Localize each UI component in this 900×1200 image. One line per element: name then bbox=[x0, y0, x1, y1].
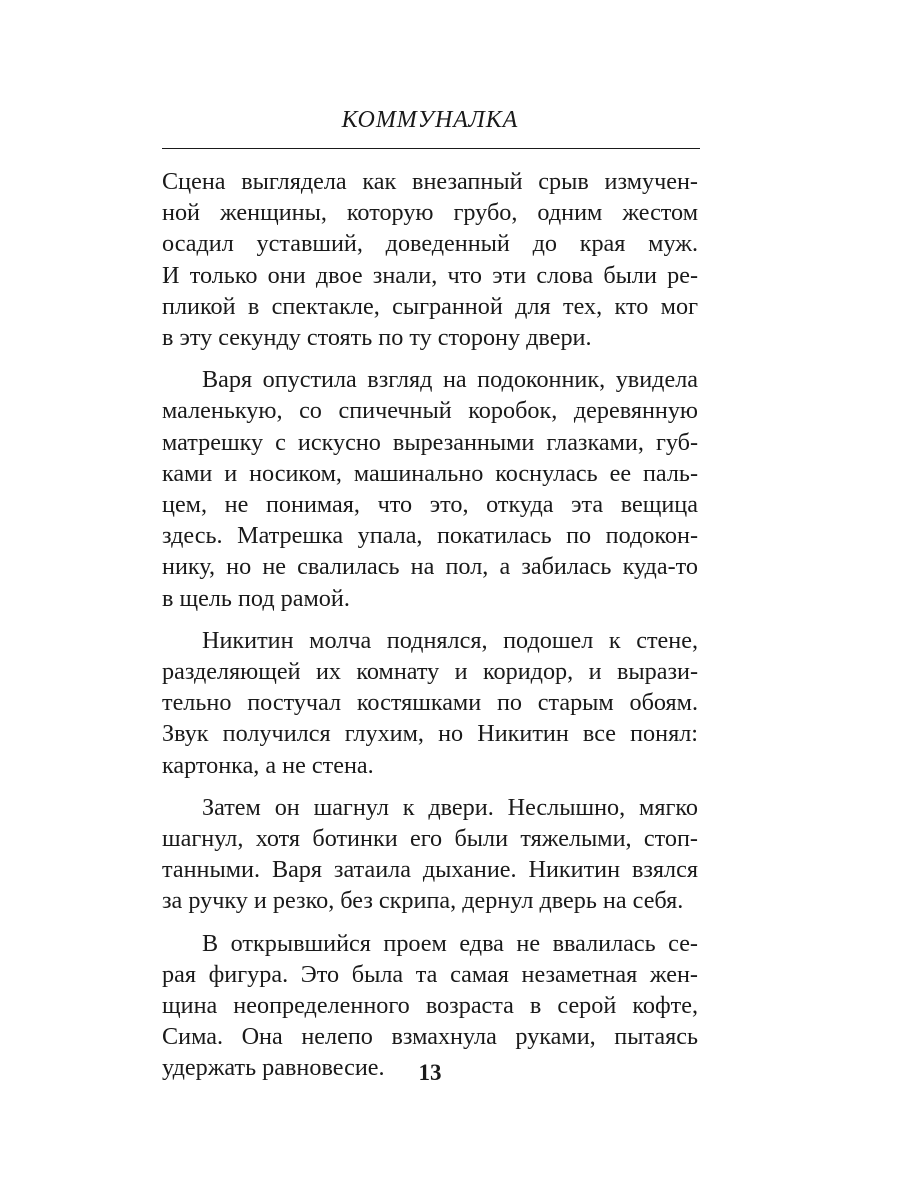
body-text bbox=[162, 166, 698, 1095]
text-line: шагнул, хотя ботинки его были тяжелыми, стоп- bbox=[162, 825, 698, 853]
page-number: 13 bbox=[418, 1060, 442, 1085]
text-line: ной женщины, которую грубо, одним жестом bbox=[162, 199, 698, 227]
paragraph-2 bbox=[162, 364, 698, 614]
text-line: разделяющей их комнату и коридор, и вырази- bbox=[162, 658, 698, 686]
text-line: танными. Варя затаила дыхание. Никитин взялся bbox=[162, 856, 698, 884]
paragraph-1 bbox=[162, 166, 698, 353]
text-line: ками и носиком, машинально коснулась ее паль- bbox=[162, 459, 698, 487]
text-line: здесь. Матрешка упала, покатилась по подокон- bbox=[162, 522, 698, 550]
text-line: тельно постучал костяшками по старым обоям. bbox=[162, 689, 698, 717]
paragraph-4 bbox=[162, 792, 698, 917]
text-line: цем, не понимая, что это, откуда эта вещица bbox=[162, 491, 698, 519]
text-line: Сима. Она нелепо взмахнула руками, пытаясь bbox=[162, 1023, 698, 1051]
text-line: осадил уставший, доведенный до края муж. bbox=[162, 230, 698, 258]
text-line: матрешку с искусно вырезанными глазками, губ- bbox=[162, 428, 698, 456]
text-line: маленькую, со спичечный коробок, деревянную bbox=[162, 397, 698, 425]
text-line: рая фигура. Это была та самая незаметная жен- bbox=[162, 960, 698, 988]
text-line: Затем он шагнул к двери. Неслышно, мягко bbox=[202, 793, 698, 821]
paragraph-3 bbox=[162, 625, 698, 781]
text-line: картонка, а не стена. bbox=[162, 751, 374, 779]
text-line: в щель под рамой. bbox=[162, 584, 350, 612]
text-line: в эту секунду стоять по ту сторону двери. bbox=[162, 324, 592, 352]
text-line: за ручку и резко, без скрипа, дернул дверь на себя. bbox=[162, 887, 684, 915]
text-line: Варя опустила взгляд на подоконник, увидела bbox=[202, 366, 698, 394]
text-line: щина неопределенного возраста в серой кофте, bbox=[162, 992, 698, 1020]
text-line: И только они двое знали, что эти слова были ре- bbox=[162, 261, 698, 289]
running-head: КОММУНАЛКА bbox=[341, 107, 519, 133]
header-rule bbox=[162, 148, 700, 149]
text-line: нику, но не свалилась на пол, а забилась куда-то bbox=[162, 553, 698, 581]
text-line: Никитин молча поднялся, подошел к стене, bbox=[202, 626, 698, 654]
text-line: Звук получился глухим, но Никитин все понял: bbox=[162, 720, 698, 748]
text-line: В открывшийся проем едва не ввалилась се- bbox=[202, 929, 698, 957]
text-line: Сцена выглядела как внезапный срыв измучен- bbox=[162, 168, 698, 195]
text-line: пликой в спектакле, сыгранной для тех, кто мог bbox=[162, 292, 698, 320]
text-line: удержать равновесие. bbox=[162, 1054, 385, 1082]
